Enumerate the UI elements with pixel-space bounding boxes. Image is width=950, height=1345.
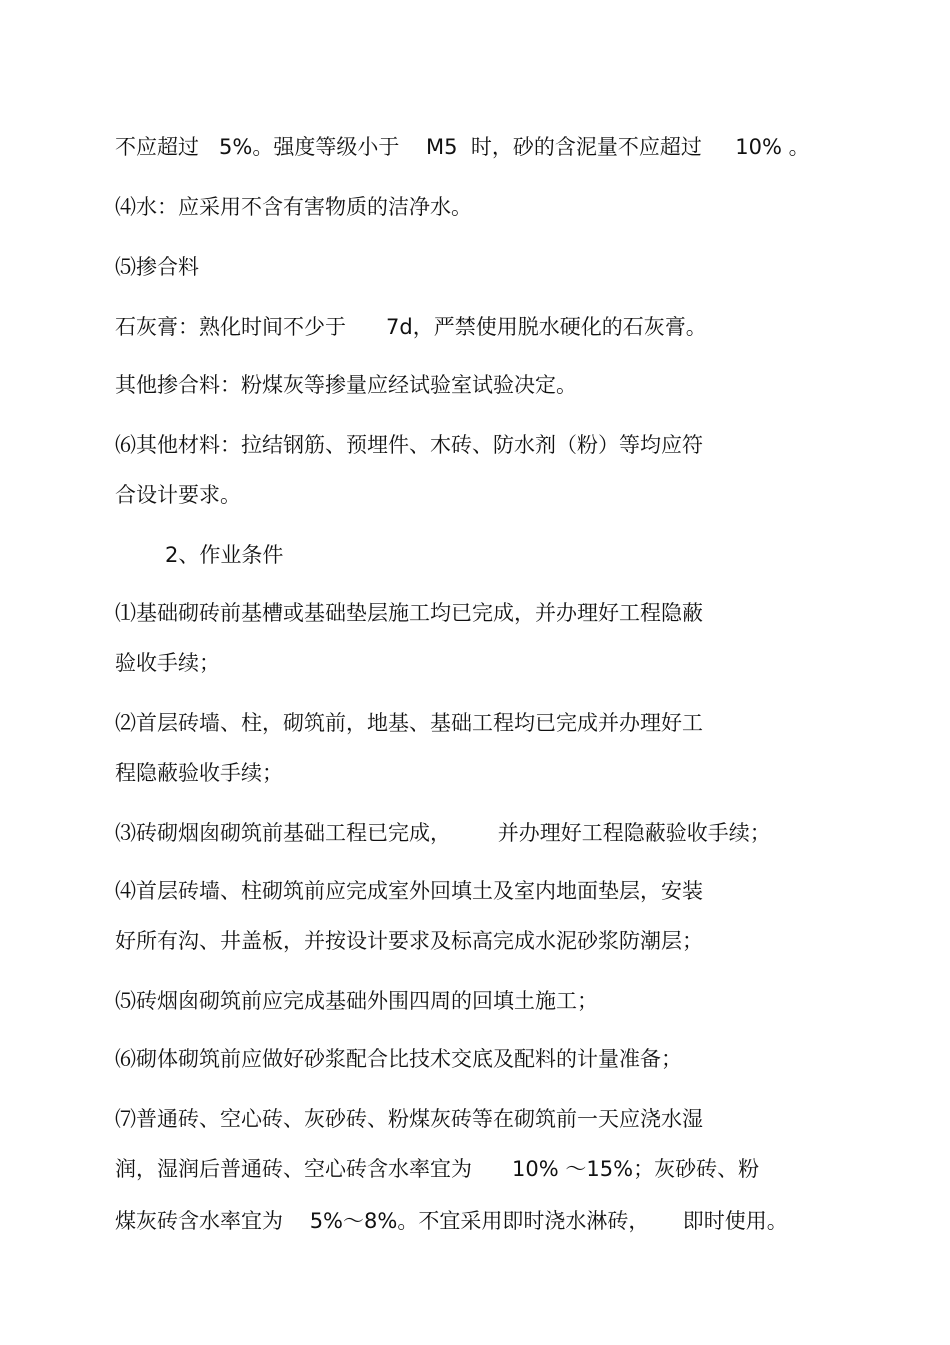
- text-line: 不应超过 5%。强度等级小于 M5 时，砂的含泥量不应超过 10% 。: [115, 135, 810, 159]
- text-line: ⑹砌体砌筑前应做好砂浆配合比技术交底及配料的计量准备；: [115, 1047, 682, 1071]
- text-line: 程隐蔽验收手续；: [115, 761, 283, 785]
- text-line: 石灰膏：熟化时间不少于 7d，严禁使用脱水硬化的石灰膏。: [115, 315, 707, 339]
- section-heading: 2、作业条件: [165, 543, 284, 567]
- text-line: ⑹其他材料：拉结钢筋、预埋件、木砖、防水剂（粉）等均应符: [115, 433, 703, 457]
- text-line: 验收手续；: [115, 651, 220, 675]
- text-line: ⑸砖烟囱砌筑前应完成基础外围四周的回填土施工；: [115, 989, 598, 1013]
- text-line: ⑸掺合料: [115, 255, 199, 279]
- text-line: 合设计要求。: [115, 483, 241, 507]
- text-line: 煤灰砖含水率宜为 5%～8%。不宜采用即时浇水淋砖， 即时使用。: [115, 1209, 788, 1233]
- text-line: ⑷水：应采用不含有害物质的洁净水。: [115, 195, 472, 219]
- text-line: ⑵首层砖墙、柱，砌筑前，地基、基础工程均已完成并办理好工: [115, 711, 703, 735]
- text-line: ⑷首层砖墙、柱砌筑前应完成室外回填土及室内地面垫层，安装: [115, 879, 703, 903]
- text-line: ⑶砖砌烟囱砌筑前基础工程已完成， 并办理好工程隐蔽验收手续；: [115, 821, 771, 845]
- text-line: ⑺普通砖、空心砖、灰砂砖、粉煤灰砖等在砌筑前一天应浇水湿: [115, 1107, 703, 1131]
- text-line: 其他掺合料：粉煤灰等掺量应经试验室试验决定。: [115, 373, 577, 397]
- text-line: ⑴基础砌砖前基槽或基础垫层施工均已完成，并办理好工程隐蔽: [115, 601, 703, 625]
- text-line: 润，湿润后普通砖、空心砖含水率宜为 10% ～15%；灰砂砖、粉: [115, 1157, 760, 1181]
- text-line: 好所有沟、井盖板，并按设计要求及标高完成水泥砂浆防潮层；: [115, 929, 703, 953]
